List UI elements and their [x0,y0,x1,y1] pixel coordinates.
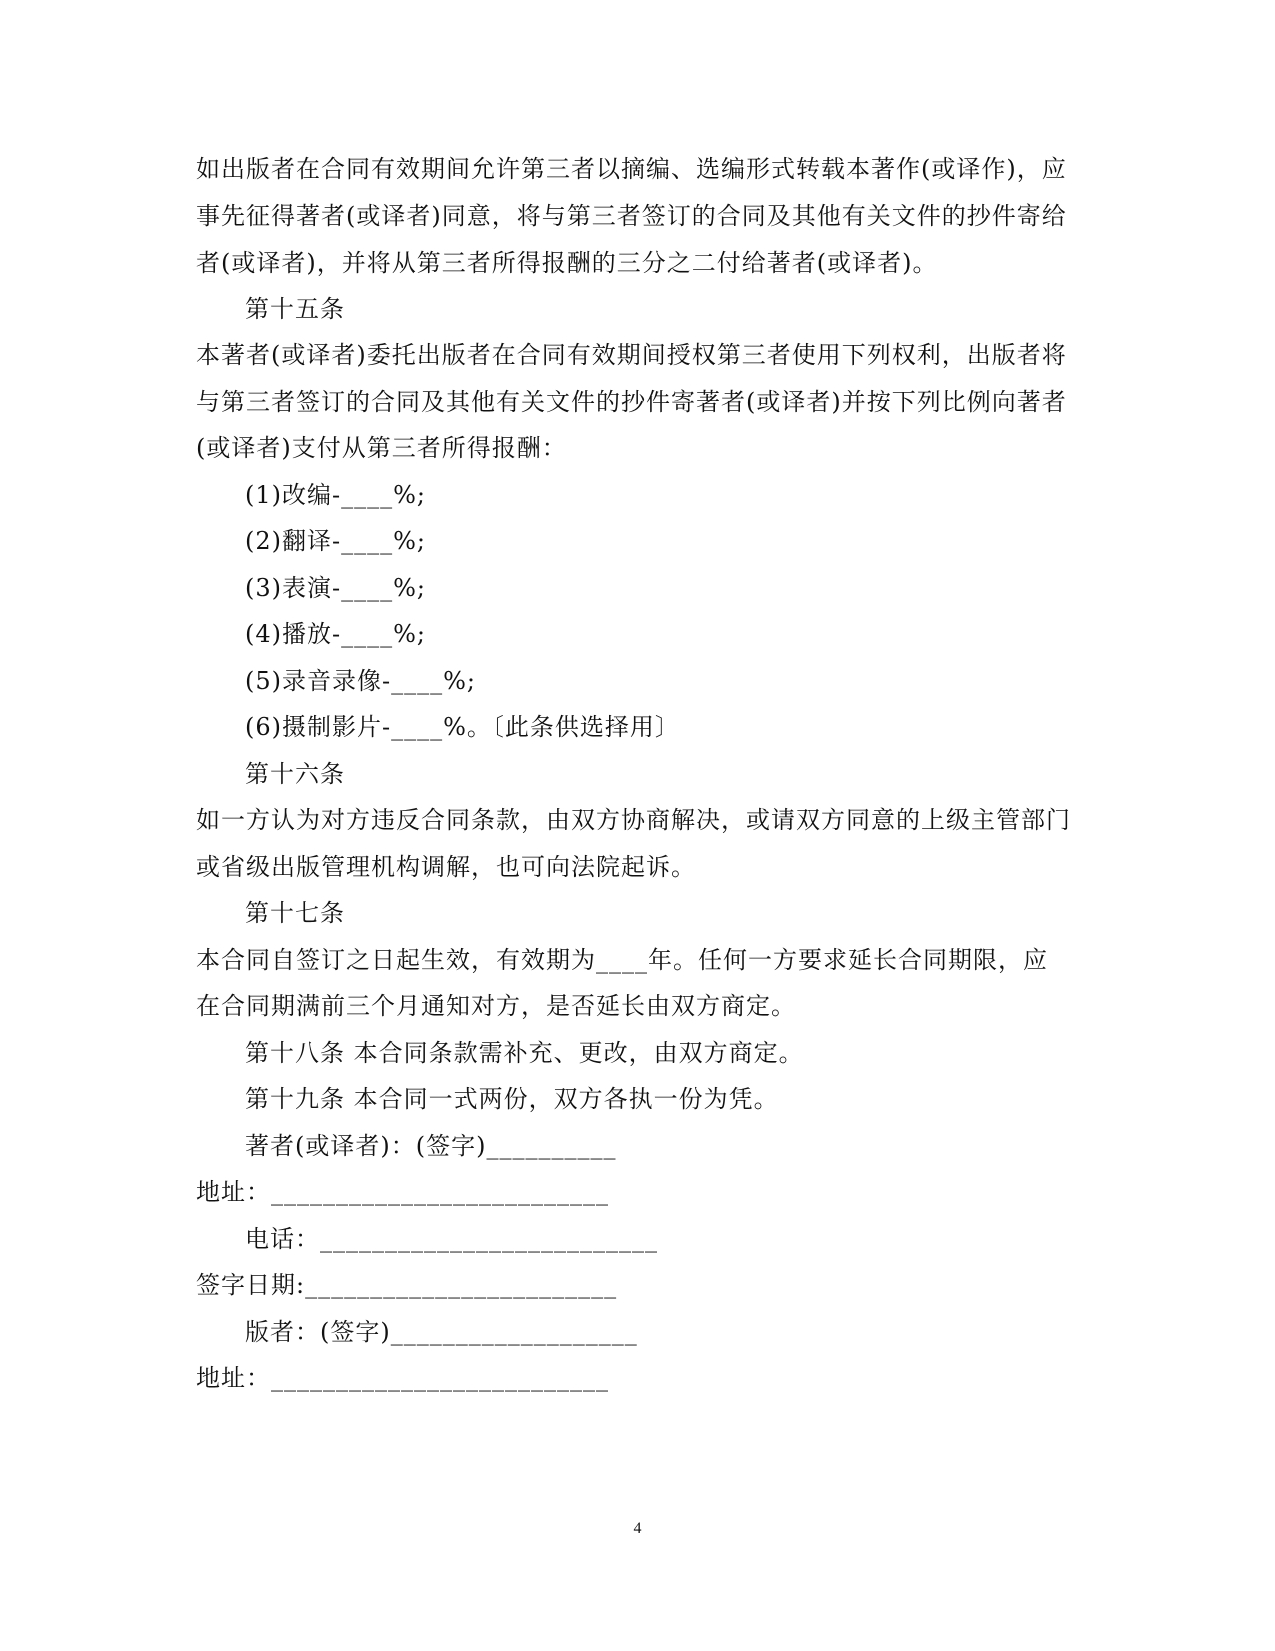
paragraph-line: 本著者(或译者)委托出版者在合同有效期间授权第三者使用下列权利，出版者将 [196,341,1067,369]
publisher-address-line: 地址：__________________________ [196,1364,609,1392]
article-16-heading: 第十六条 [245,760,345,788]
author-address-line: 地址：__________________________ [196,1178,609,1206]
author-phone-line: 电话：__________________________ [245,1225,658,1253]
paragraph-line: 如出版者在合同有效期间允许第三者以摘编、选编形式转载本著作(或译作)，应 [196,155,1067,183]
publisher-signature-line: 版者：(签字)___________________ [245,1318,638,1346]
list-item: (4)播放-____%; [245,620,426,648]
article-19: 第十九条 本合同一式两份，双方各执一份为凭。 [245,1085,779,1113]
paragraph-line: 者(或译者)，并将从第三者所得报酬的三分之二付给著者(或译者)。 [196,249,938,277]
paragraph-line: (或译者)支付从第三者所得报酬： [196,434,567,462]
article-15-heading: 第十五条 [245,295,345,323]
paragraph-line: 如一方认为对方违反合同条款，由双方协商解决，或请双方同意的上级主管部门 [196,806,1071,834]
paragraph-line: 或省级出版管理机构调解，也可向法院起诉。 [196,853,696,881]
list-item: (6)摄制影片-____%。〔此条供选择用〕 [245,713,680,741]
list-item: (5)录音录像-____%; [245,667,476,695]
paragraph-line: 在合同期满前三个月通知对方，是否延长由双方商定。 [196,992,796,1020]
list-item: (3)表演-____%; [245,574,426,602]
list-item: (1)改编-____%; [245,481,426,509]
author-signature-line: 著者(或译者)：(签字)__________ [245,1132,617,1160]
list-item: (2)翻译-____%; [245,527,426,555]
paragraph-line: 与第三者签订的合同及其他有关文件的抄件寄著者(或译者)并按下列比例向著者 [196,388,1067,416]
article-18: 第十八条 本合同条款需补充、更改，由双方商定。 [245,1039,804,1067]
page-number: 4 [633,1520,642,1537]
article-17-heading: 第十七条 [245,899,345,927]
paragraph-line: 事先征得著者(或译者)同意，将与第三者签订的合同及其他有关文件的抄件寄给 [196,202,1067,230]
sign-date-line: 签字日期:________________________ [196,1271,618,1299]
paragraph-line: 本合同自签订之日起生效，有效期为____年。任何一方要求延长合同期限，应 [196,946,1048,974]
